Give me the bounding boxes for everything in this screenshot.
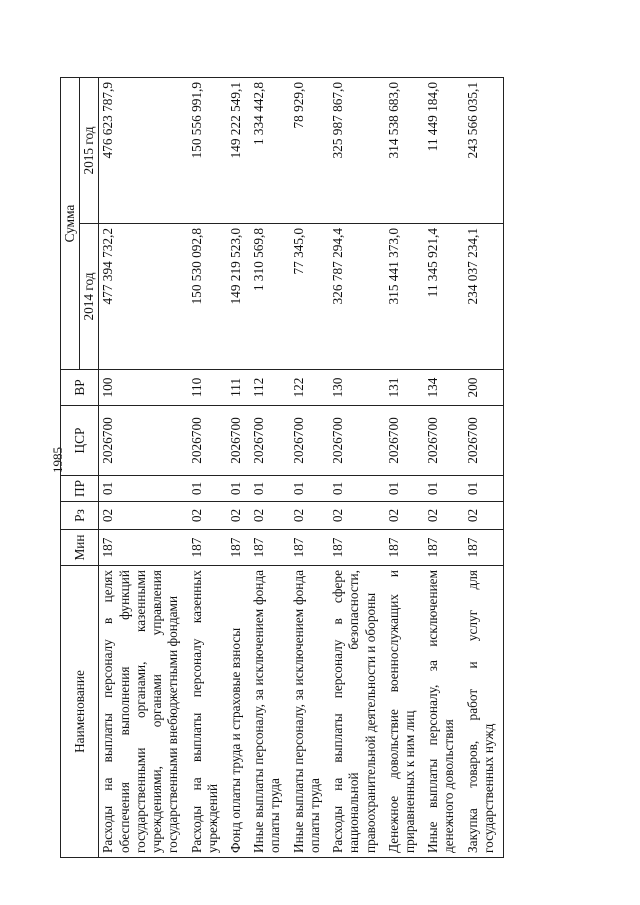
row-sum-2015: 325 987 867,0 [329, 78, 385, 224]
row-name: Иные выплаты персоналу, за исключением фонда оплаты труда [250, 566, 289, 858]
row-sum-2014: 11 345 921,4 [424, 224, 463, 370]
row-csr: 2026700 [99, 406, 188, 476]
table-row [329, 78, 385, 858]
header-year-2015: 2015 год [80, 78, 99, 224]
row-rz: 02 [227, 502, 250, 530]
rotated-page [60, 78, 600, 858]
row-rz: 02 [424, 502, 463, 530]
row-csr: 2026700 [385, 406, 424, 476]
row-sum-2015: 314 538 683,0 [385, 78, 424, 224]
header-vr: ВР [61, 370, 99, 406]
row-min: 187 [99, 530, 188, 566]
row-min: 187 [385, 530, 424, 566]
row-min: 187 [250, 530, 289, 566]
row-rz: 02 [99, 502, 188, 530]
row-min: 187 [464, 530, 504, 566]
row-sum-2014: 315 441 373,0 [385, 224, 424, 370]
row-sum-2014: 77 345,0 [290, 224, 329, 370]
row-vr: 130 [329, 370, 385, 406]
page-number: 1985 [50, 447, 65, 473]
row-pr: 01 [290, 476, 329, 502]
row-pr: 01 [385, 476, 424, 502]
row-vr: 200 [464, 370, 504, 406]
row-rz: 02 [290, 502, 329, 530]
header-year-2014: 2014 год [80, 224, 99, 370]
row-vr: 112 [250, 370, 289, 406]
row-vr: 111 [227, 370, 250, 406]
header-csr: ЦСР [61, 406, 99, 476]
row-csr: 2026700 [227, 406, 250, 476]
row-sum-2015: 149 222 549,1 [227, 78, 250, 224]
header-rz: Рз [61, 502, 99, 530]
row-pr: 01 [250, 476, 289, 502]
row-name: Денежное довольствие военнослужащих и приравненных к ним лиц [385, 566, 424, 858]
header-min: Мин [61, 530, 99, 566]
row-sum-2014: 234 037 234,1 [464, 224, 504, 370]
row-rz: 02 [250, 502, 289, 530]
row-sum-2014: 1 310 569,8 [250, 224, 289, 370]
row-name: Фонд оплаты труда и страховые взносы [227, 566, 250, 858]
table-row [464, 78, 504, 858]
row-min: 187 [329, 530, 385, 566]
row-name: Закупка товаров, работ и услуг для государственных нужд [464, 566, 504, 858]
row-sum-2015: 11 449 184,0 [424, 78, 463, 224]
row-vr: 100 [99, 370, 188, 406]
row-csr: 2026700 [250, 406, 289, 476]
row-pr: 01 [99, 476, 188, 502]
row-pr: 01 [227, 476, 250, 502]
header-row-1 [61, 78, 80, 858]
row-name: Расходы на выплаты персоналу в сфере национальной безопасности, правоохранительной деятельности и обороны [329, 566, 385, 858]
row-pr: 01 [464, 476, 504, 502]
row-sum-2015: 243 566 035,1 [464, 78, 504, 224]
row-min: 187 [290, 530, 329, 566]
table-row [385, 78, 424, 858]
table-row [250, 78, 289, 858]
row-pr: 01 [329, 476, 385, 502]
table-row [227, 78, 250, 858]
row-csr: 2026700 [290, 406, 329, 476]
budget-table [60, 77, 504, 858]
row-sum-2015: 150 556 991,9 [188, 78, 227, 224]
row-sum-2015: 476 623 787,9 [99, 78, 188, 224]
row-sum-2014: 477 394 732,2 [99, 224, 188, 370]
row-name: Иные выплаты персоналу, за исключением фонда оплаты труда [290, 566, 329, 858]
row-sum-2014: 150 530 092,8 [188, 224, 227, 370]
row-pr: 01 [188, 476, 227, 502]
row-csr: 2026700 [188, 406, 227, 476]
table-row [99, 78, 188, 858]
table-row [424, 78, 463, 858]
row-vr: 131 [385, 370, 424, 406]
row-sum-2014: 149 219 523,0 [227, 224, 250, 370]
row-csr: 2026700 [329, 406, 385, 476]
row-csr: 2026700 [464, 406, 504, 476]
row-name: Расходы на выплаты персоналу казенных учреждений [188, 566, 227, 858]
row-pr: 01 [424, 476, 463, 502]
row-vr: 110 [188, 370, 227, 406]
header-name: Наименование [61, 566, 99, 858]
table-row [290, 78, 329, 858]
row-rz: 02 [329, 502, 385, 530]
row-sum-2015: 78 929,0 [290, 78, 329, 224]
row-csr: 2026700 [424, 406, 463, 476]
header-pr: ПР [61, 476, 99, 502]
row-rz: 02 [464, 502, 504, 530]
row-vr: 122 [290, 370, 329, 406]
row-min: 187 [424, 530, 463, 566]
row-min: 187 [227, 530, 250, 566]
row-min: 187 [188, 530, 227, 566]
table-row [188, 78, 227, 858]
header-sum: Сумма [61, 78, 80, 370]
row-sum-2014: 326 787 294,4 [329, 224, 385, 370]
row-rz: 02 [385, 502, 424, 530]
row-name: Расходы на выплаты персоналу в целях обеспечения выполнения функций государственными органами, казенными учреждениями, органами управления государственными внебюджетными фондами [99, 566, 188, 858]
row-sum-2015: 1 334 442,8 [250, 78, 289, 224]
row-name: Иные выплаты персоналу, за исключением денежного довольствия [424, 566, 463, 858]
row-vr: 134 [424, 370, 463, 406]
row-rz: 02 [188, 502, 227, 530]
